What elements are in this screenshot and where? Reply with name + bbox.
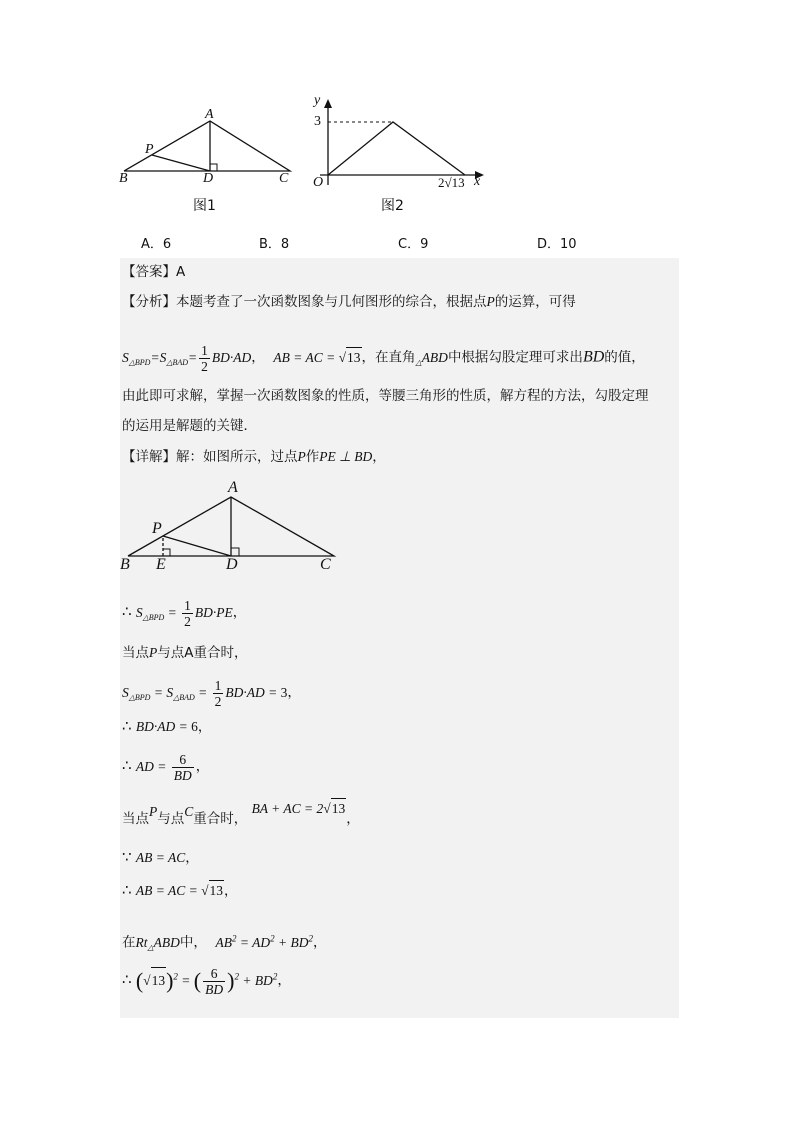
fig1-segment-pd — [152, 155, 210, 171]
detail-intro-line — [122, 447, 386, 467]
step-equation: ∴ $(√13)^2$ = ( $\frac{6}{BD}$ )$^2 + BD^2$， — [122, 965, 291, 997]
fig1-label-a: A — [205, 107, 214, 122]
step-because-ab-ac: ∵ AB = AC， — [122, 848, 199, 866]
fig3-right-angle-e — [163, 549, 170, 556]
option-c: C．9 — [398, 237, 429, 252]
step-area-bpd-pe: ∴ $S_{\triangle BPD}$ = $\frac{1}{2}$ BD·PE， — [122, 598, 247, 629]
detail-intro-text: 解：如图所示，过点 — [176, 449, 298, 465]
fig1-label-b: B — [119, 171, 128, 186]
fig1-label-d: D — [203, 171, 214, 186]
formula-ba-ac-2sqrt13: BA + AC = 2√13 — [252, 801, 347, 816]
fig1-right-angle-mark — [210, 164, 217, 171]
formula-triangle-abd: $_\triangle$ABD — [415, 349, 448, 367]
formula-area-equality: $S_{\triangle BPD}=S_{\triangle BAD}=$ $\frac{1}{2}$ BD·AD — [122, 343, 252, 374]
fig2-caption: 图2 — [381, 198, 404, 214]
analysis-text-1-end: 的运算，可得 — [494, 294, 576, 310]
step-case-p-at-a — [122, 643, 248, 663]
answer-tag: 【答案】 — [122, 264, 176, 280]
step-ab-ac-sqrt13: ∴ AB = AC = √13， — [122, 881, 238, 899]
formula-bd: BD — [582, 348, 605, 366]
fig3-label-e: E — [156, 556, 166, 573]
step-pythagoras: 在$Rt_\triangle ABD$中， $AB^2 = AD^2 + BD^2$， — [122, 933, 327, 952]
case-a-var-p: P — [149, 645, 158, 660]
analysis-line-4: 的运用是解题的关键． — [122, 418, 257, 434]
case-c-text-2: 与点 — [157, 811, 185, 827]
fig1-label-c: C — [279, 171, 289, 186]
analysis-text-2-end1: 中根据勾股定理可求出 — [447, 349, 583, 366]
rt-text-1: 在 — [122, 934, 136, 951]
value-6: 6 — [191, 719, 198, 734]
case-a-point: A — [184, 645, 194, 661]
detail-tag: 【详解】 — [122, 449, 176, 465]
case-c-text-3: 重合时， — [193, 811, 248, 827]
option-a: A．6 — [141, 237, 172, 252]
case-c-point: C — [184, 804, 194, 819]
value-3: 3 — [280, 684, 288, 700]
option-b: B．8 — [259, 237, 290, 252]
fig3-label-d: D — [226, 556, 238, 573]
answer-line — [122, 262, 185, 282]
case-c-text-1: 当点 — [122, 811, 149, 827]
fig3-label-c: C — [320, 556, 331, 573]
fig2-label-three: 3 — [314, 114, 321, 129]
analysis-text-2-end2: 的值， — [604, 349, 645, 366]
analysis-text-1: 本题考查了一次函数图象与几何图形的综合，根据点 — [176, 294, 487, 310]
fig3-segment-pd — [163, 536, 231, 556]
analysis-line-3: 由此即可求解，掌握一次函数图象的性质，等腰三角形的性质，解方程的方法，勾股定理 — [122, 388, 649, 404]
analysis-text-2-mid: ，在直角 — [361, 349, 416, 366]
step-ad-6-over-bd: ∴ AD = $\frac{6}{BD}$ ， — [122, 752, 210, 783]
analysis-line-1 — [122, 292, 576, 312]
fig2-label-o: O — [313, 175, 324, 190]
detail-intro-mid: 作 — [305, 449, 320, 465]
case-a-text-2: 与点 — [157, 645, 185, 661]
fig2-label-y: y — [314, 93, 321, 108]
detail-intro-var-p: P — [297, 449, 306, 464]
fig2-label-x: x — [474, 174, 481, 189]
step-case-p-at-c: 当点P与点C重合时， BA + AC = 2√13， — [122, 808, 360, 829]
fig3-label-a: A — [228, 479, 238, 496]
option-d: D．10 — [537, 237, 577, 252]
step-bd-ad-6: ∴ BD·AD = 6， — [122, 717, 212, 735]
fig2-label-x-end: 2√13 — [438, 175, 465, 190]
formula-ab-ac-sqrt13: AB = AC = √13 — [273, 350, 361, 365]
formula-pe-perp-bd: PE ⊥ BD — [319, 449, 373, 464]
answer-options — [0, 233, 800, 253]
answer-value: A — [176, 264, 186, 280]
fig1-caption: 图1 — [193, 198, 216, 214]
fig2-y-arrow — [324, 99, 332, 108]
analysis-line-2: $S_{\triangle BPD}=S_{\triangle BAD}=$ $\frac{1}{2}$ BD·AD， AB = AC = √13，在直角$_\triangle$ABD中根据勾股定理可求出BD的值， — [122, 343, 645, 374]
analysis-var-p: P — [486, 294, 495, 309]
fig3-label-p: P — [152, 520, 162, 537]
case-a-text-1: 当点 — [122, 645, 149, 661]
fig3-label-b: B — [120, 556, 130, 573]
detail-intro-end: ， — [372, 449, 386, 465]
analysis-tag: 【分析】 — [122, 294, 176, 310]
step-area-equals-3: $S_{\triangle BPD} = S_{\triangle BAD}$ = $\frac{1}{2}$ BD·AD = 3， — [122, 678, 301, 709]
fig1-label-p: P — [145, 142, 154, 157]
fig2-graph — [328, 122, 465, 175]
rt-text-2: 中， — [179, 934, 207, 951]
fig3-right-angle-d — [231, 548, 239, 556]
case-a-text-3: 重合时， — [193, 645, 248, 661]
case-c-var-p: P — [149, 804, 158, 819]
